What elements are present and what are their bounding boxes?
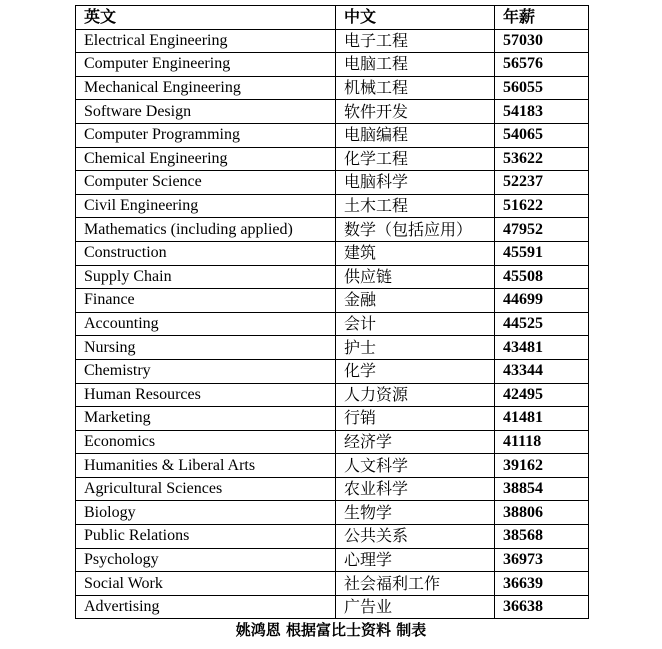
annual-salary: 36639 bbox=[495, 572, 589, 596]
table-row bbox=[76, 407, 589, 431]
major-chinese: 化学 bbox=[336, 359, 495, 383]
major-chinese: 会计 bbox=[336, 312, 495, 336]
table-row bbox=[76, 218, 589, 242]
major-english: Advertising bbox=[76, 595, 336, 619]
header-chinese: 中文 bbox=[336, 6, 495, 30]
table-row bbox=[76, 430, 589, 454]
major-english: Computer Science bbox=[76, 171, 336, 195]
table-row bbox=[76, 359, 589, 383]
table-row bbox=[76, 525, 589, 549]
major-chinese: 机械工程 bbox=[336, 76, 495, 100]
table-row bbox=[76, 100, 589, 124]
header-english: 英文 bbox=[76, 6, 336, 30]
table-row bbox=[76, 501, 589, 525]
major-english: Chemical Engineering bbox=[76, 147, 336, 171]
annual-salary: 43344 bbox=[495, 359, 589, 383]
table-row bbox=[76, 53, 589, 77]
major-english: Psychology bbox=[76, 548, 336, 572]
major-chinese: 金融 bbox=[336, 289, 495, 313]
table-row bbox=[76, 147, 589, 171]
annual-salary: 45591 bbox=[495, 241, 589, 265]
major-chinese: 农业科学 bbox=[336, 477, 495, 501]
table-row bbox=[76, 194, 589, 218]
annual-salary: 54065 bbox=[495, 123, 589, 147]
table-row bbox=[76, 572, 589, 596]
major-chinese: 社会福利工作 bbox=[336, 572, 495, 596]
table-row bbox=[76, 171, 589, 195]
table-row bbox=[76, 383, 589, 407]
major-english: Economics bbox=[76, 430, 336, 454]
annual-salary: 36973 bbox=[495, 548, 589, 572]
annual-salary: 36638 bbox=[495, 595, 589, 619]
major-chinese: 电脑工程 bbox=[336, 53, 495, 77]
major-chinese: 生物学 bbox=[336, 501, 495, 525]
table-row bbox=[76, 336, 589, 360]
annual-salary: 54183 bbox=[495, 100, 589, 124]
major-chinese: 人力资源 bbox=[336, 383, 495, 407]
major-english: Mathematics (including applied) bbox=[76, 218, 336, 242]
annual-salary: 43481 bbox=[495, 336, 589, 360]
major-english: Humanities & Liberal Arts bbox=[76, 454, 336, 478]
major-english: Agricultural Sciences bbox=[76, 477, 336, 501]
table-row bbox=[76, 312, 589, 336]
annual-salary: 39162 bbox=[495, 454, 589, 478]
table-row bbox=[76, 454, 589, 478]
major-chinese: 化学工程 bbox=[336, 147, 495, 171]
major-chinese: 软件开发 bbox=[336, 100, 495, 124]
header-salary: 年薪 bbox=[495, 6, 589, 30]
table-row bbox=[76, 123, 589, 147]
major-chinese: 公共关系 bbox=[336, 525, 495, 549]
table-row bbox=[76, 289, 589, 313]
annual-salary: 41481 bbox=[495, 407, 589, 431]
major-english: Mechanical Engineering bbox=[76, 76, 336, 100]
annual-salary: 53622 bbox=[495, 147, 589, 171]
major-chinese: 广告业 bbox=[336, 595, 495, 619]
major-chinese: 行销 bbox=[336, 407, 495, 431]
annual-salary: 38854 bbox=[495, 477, 589, 501]
major-english: Computer Engineering bbox=[76, 53, 336, 77]
annual-salary: 41118 bbox=[495, 430, 589, 454]
annual-salary: 42495 bbox=[495, 383, 589, 407]
table-row bbox=[76, 76, 589, 100]
annual-salary: 44699 bbox=[495, 289, 589, 313]
major-chinese: 数学（包括应用） bbox=[336, 218, 495, 242]
major-chinese: 电子工程 bbox=[336, 29, 495, 53]
table-row bbox=[76, 477, 589, 501]
major-english: Computer Programming bbox=[76, 123, 336, 147]
annual-salary: 51622 bbox=[495, 194, 589, 218]
major-chinese: 电脑科学 bbox=[336, 171, 495, 195]
major-english: Supply Chain bbox=[76, 265, 336, 289]
major-chinese: 供应链 bbox=[336, 265, 495, 289]
major-english: Public Relations bbox=[76, 525, 336, 549]
annual-salary: 38568 bbox=[495, 525, 589, 549]
major-english: Marketing bbox=[76, 407, 336, 431]
major-chinese: 土木工程 bbox=[336, 194, 495, 218]
major-chinese: 人文科学 bbox=[336, 454, 495, 478]
major-english: Electrical Engineering bbox=[76, 29, 336, 53]
header-row bbox=[76, 6, 589, 30]
major-english: Software Design bbox=[76, 100, 336, 124]
major-english: Social Work bbox=[76, 572, 336, 596]
annual-salary: 56055 bbox=[495, 76, 589, 100]
salary-table bbox=[75, 5, 589, 619]
major-english: Accounting bbox=[76, 312, 336, 336]
annual-salary: 45508 bbox=[495, 265, 589, 289]
major-english: Human Resources bbox=[76, 383, 336, 407]
table-row bbox=[76, 241, 589, 265]
table-row bbox=[76, 548, 589, 572]
annual-salary: 44525 bbox=[495, 312, 589, 336]
annual-salary: 47952 bbox=[495, 218, 589, 242]
table-row bbox=[76, 29, 589, 53]
table-row bbox=[76, 265, 589, 289]
major-chinese: 心理学 bbox=[336, 548, 495, 572]
major-english: Construction bbox=[76, 241, 336, 265]
table-row bbox=[76, 595, 589, 619]
major-chinese: 经济学 bbox=[336, 430, 495, 454]
major-english: Finance bbox=[76, 289, 336, 313]
major-english: Chemistry bbox=[76, 359, 336, 383]
major-english: Nursing bbox=[76, 336, 336, 360]
annual-salary: 38806 bbox=[495, 501, 589, 525]
major-english: Biology bbox=[76, 501, 336, 525]
annual-salary: 57030 bbox=[495, 29, 589, 53]
table-caption: 姚鸿恩 根据富比士资料 制表 bbox=[235, 621, 427, 639]
major-english: Civil Engineering bbox=[76, 194, 336, 218]
annual-salary: 56576 bbox=[495, 53, 589, 77]
major-chinese: 电脑编程 bbox=[336, 123, 495, 147]
major-chinese: 护士 bbox=[336, 336, 495, 360]
major-chinese: 建筑 bbox=[336, 241, 495, 265]
annual-salary: 52237 bbox=[495, 171, 589, 195]
